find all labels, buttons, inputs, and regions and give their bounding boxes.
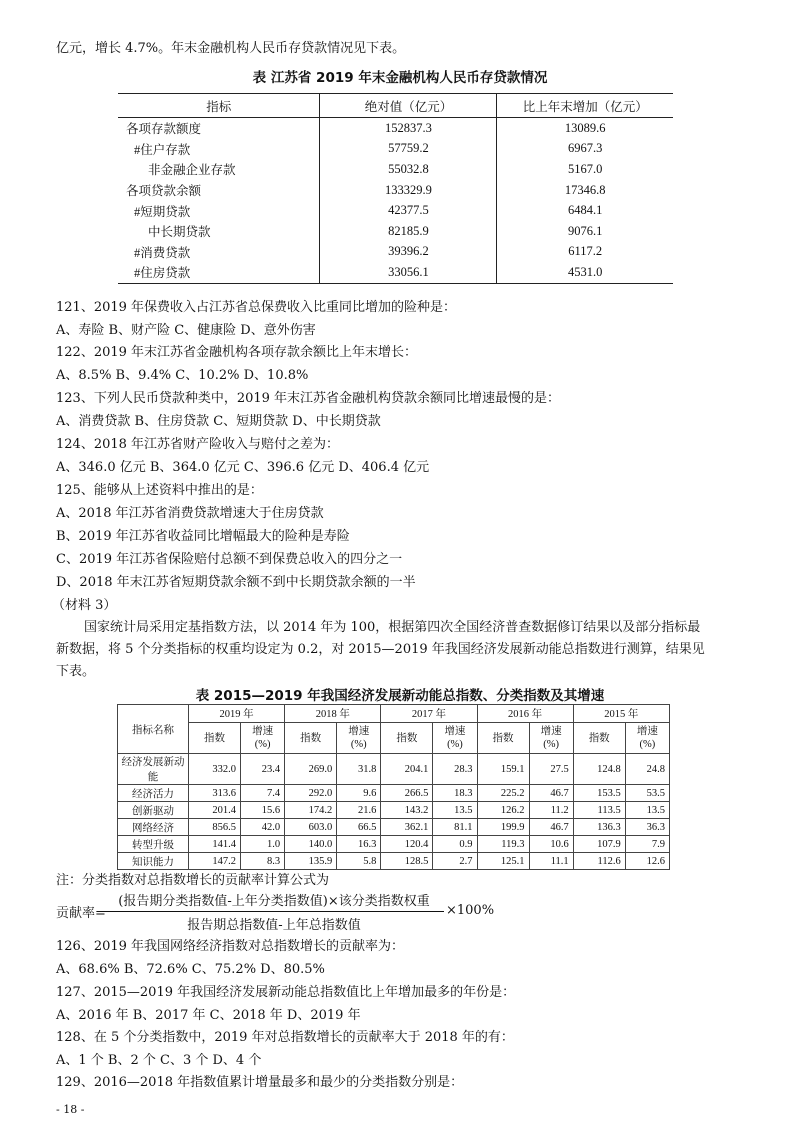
table1-header-indicator: 指标 — [118, 94, 320, 118]
cell-growth: 13.5 — [625, 802, 669, 819]
new-momentum-index-table — [117, 704, 670, 870]
cell-index: 112.6 — [573, 853, 625, 870]
cell-index: 292.0 — [285, 785, 337, 802]
paragraph-line-1: 国家统计局采用定基指数方法，以 2014 年为 100，根据第四次全国经济普查数据修订结果以及部分指标最 — [84, 620, 701, 635]
cell-index: 125.1 — [477, 853, 529, 870]
row-name: 经济发展新动能 — [118, 754, 189, 785]
row-name: 各项存款额度 — [126, 122, 202, 137]
cell-index: 107.9 — [573, 836, 625, 853]
table2-header-name: 指标名称 — [118, 705, 189, 754]
row-name: 知识能力 — [118, 853, 189, 870]
table1-header-row — [118, 94, 673, 118]
question-121-options: A、寿险 B、财产险 C、健康险 D、意外伤害 — [56, 323, 316, 338]
question-125-option-d: D、2018 年末江苏省短期贷款余额不到中长期贷款余额的一半 — [56, 575, 416, 590]
table1-header-increase: 比上年末增加（亿元） — [497, 94, 673, 118]
cell-index: 362.1 — [381, 819, 433, 836]
page-number: - 18 - — [56, 1103, 85, 1116]
cell-growth: 7.9 — [625, 836, 669, 853]
table-row — [118, 836, 670, 853]
table-row — [118, 754, 670, 785]
question-126-options: A、68.6% B、72.6% C、75.2% D、80.5% — [56, 962, 325, 977]
row-increase: 13089.6 — [497, 118, 673, 139]
cell-index: 119.3 — [477, 836, 529, 853]
cell-index: 128.5 — [381, 853, 433, 870]
table2-year-row — [118, 705, 670, 723]
cell-growth: 31.8 — [337, 754, 381, 785]
cell-growth: 5.8 — [337, 853, 381, 870]
table-row — [118, 262, 673, 283]
formula-fraction — [104, 890, 444, 933]
question-122-options: A、8.5% B、9.4% C、10.2% D、10.8% — [56, 368, 309, 383]
cell-growth: 12.6 — [625, 853, 669, 870]
cell-growth: 10.6 — [529, 836, 573, 853]
question-123-options: A、消费贷款 B、住房贷款 C、短期贷款 D、中长期贷款 — [56, 414, 381, 429]
cell-growth: 11.2 — [529, 802, 573, 819]
cell-index: 136.3 — [573, 819, 625, 836]
table-row — [118, 139, 673, 160]
row-absolute: 133329.9 — [320, 180, 497, 201]
deposit-loan-table — [118, 93, 673, 284]
cell-index: 120.4 — [381, 836, 433, 853]
formula-denominator: 报告期总指数值-上年总指数值 — [187, 918, 361, 933]
question-124: 124、2018 年江苏省财产险收入与赔付之差为： — [56, 437, 340, 452]
subheader-growth: 增速 (%) — [241, 723, 285, 754]
row-name: 转型升级 — [118, 836, 189, 853]
cell-growth: 13.5 — [433, 802, 477, 819]
row-increase: 9076.1 — [497, 221, 673, 242]
formula-numerator: (报告期分类指数值-上年分类指数值)×该分类指数权重 — [104, 890, 444, 912]
cell-index: 199.9 — [477, 819, 529, 836]
subheader-index: 指数 — [189, 723, 241, 754]
row-name: #消费贷款 — [134, 245, 191, 260]
cell-index: 135.9 — [285, 853, 337, 870]
table-row — [118, 200, 673, 221]
row-absolute: 42377.5 — [320, 200, 497, 221]
question-126: 126、2019 年我国网络经济指数对总指数增长的贡献率为： — [56, 939, 405, 954]
question-122: 122、2019 年末江苏省金融机构各项存款余额比上年末增长： — [56, 345, 418, 360]
table-row — [118, 180, 673, 201]
cell-index: 153.5 — [573, 785, 625, 802]
formula-percent: ×100% — [446, 903, 495, 918]
row-increase: 6117.2 — [497, 242, 673, 263]
question-125-option-a: A、2018 年江苏省消费贷款增速大于住房贷款 — [56, 506, 324, 521]
material-3-label: （材料 3） — [52, 598, 117, 613]
row-absolute: 39396.2 — [320, 242, 497, 263]
table2-year-2015: 2015 年 — [573, 705, 669, 723]
row-absolute: 57759.2 — [320, 139, 497, 160]
row-name: 非金融企业存款 — [148, 163, 236, 178]
cell-growth: 9.6 — [337, 785, 381, 802]
question-127: 127、2015—2019 年我国经济发展新动能总指数值比上年增加最多的年份是： — [56, 985, 516, 1000]
row-absolute: 152837.3 — [320, 118, 497, 139]
cell-index: 269.0 — [285, 754, 337, 785]
note-intro: 注：分类指数对总指数增长的贡献率计算公式为 — [56, 873, 330, 888]
cell-growth: 46.7 — [529, 785, 573, 802]
question-129: 129、2016—2018 年指数值累计增量最多和最少的分类指数分别是： — [56, 1075, 464, 1090]
row-name: 创新驱动 — [118, 802, 189, 819]
subheader-growth: 增速 (%) — [529, 723, 573, 754]
row-increase: 6484.1 — [497, 200, 673, 221]
table2-year-2018: 2018 年 — [285, 705, 381, 723]
cell-growth: 7.4 — [241, 785, 285, 802]
table1-header-absolute: 绝对值（亿元） — [320, 94, 497, 118]
table-row — [118, 242, 673, 263]
cell-growth: 18.3 — [433, 785, 477, 802]
table2-subheader-row — [118, 723, 670, 754]
row-absolute: 55032.8 — [320, 159, 497, 180]
cell-index: 603.0 — [285, 819, 337, 836]
row-name: 各项贷款余额 — [126, 184, 202, 199]
cell-growth: 2.7 — [433, 853, 477, 870]
cell-growth: 11.1 — [529, 853, 573, 870]
cell-growth: 46.7 — [529, 819, 573, 836]
question-124-options: A、346.0 亿元 B、364.0 亿元 C、396.6 亿元 D、406.4 亿元 — [56, 460, 430, 475]
row-name: 经济活力 — [118, 785, 189, 802]
cell-index: 225.2 — [477, 785, 529, 802]
row-name: 网络经济 — [118, 819, 189, 836]
cell-growth: 81.1 — [433, 819, 477, 836]
question-127-options: A、2016 年 B、2017 年 C、2018 年 D、2019 年 — [56, 1008, 361, 1023]
row-name: #短期贷款 — [134, 204, 191, 219]
cell-index: 332.0 — [189, 754, 241, 785]
cell-index: 266.5 — [381, 785, 433, 802]
cell-growth: 16.3 — [337, 836, 381, 853]
table-row — [118, 819, 670, 836]
cell-index: 143.2 — [381, 802, 433, 819]
row-absolute: 33056.1 — [320, 262, 497, 283]
table-row — [118, 853, 670, 870]
cell-growth: 28.3 — [433, 754, 477, 785]
row-increase: 17346.8 — [497, 180, 673, 201]
table-row — [118, 785, 670, 802]
cell-growth: 15.6 — [241, 802, 285, 819]
table2-title: 表 2015—2019 年我国经济发展新动能总指数、分类指数及其增速 — [195, 688, 605, 704]
subheader-index: 指数 — [285, 723, 337, 754]
question-121: 121、2019 年保费收入占江苏省总保费收入比重同比增加的险种是： — [56, 300, 457, 315]
cell-growth: 53.5 — [625, 785, 669, 802]
question-125-option-b: B、2019 年江苏省收益同比增幅最大的险种是寿险 — [56, 529, 350, 544]
table-row — [118, 221, 673, 242]
cell-index: 201.4 — [189, 802, 241, 819]
row-absolute: 82185.9 — [320, 221, 497, 242]
cell-growth: 0.9 — [433, 836, 477, 853]
question-125-option-c: C、2019 年江苏省保险赔付总额不到保费总收入的四分之一 — [56, 552, 403, 567]
table-row — [118, 118, 673, 139]
table1-title: 表 江苏省 2019 年末金融机构人民币存贷款情况 — [252, 70, 548, 86]
paragraph-line-2: 新数据，将 5 个分类指标的权重均设定为 0.2，对 2015—2019 年我国经济发展新动能总指数进行测算，结果见 — [56, 642, 705, 657]
subheader-growth: 增速 (%) — [337, 723, 381, 754]
cell-growth: 27.5 — [529, 754, 573, 785]
table2-year-2019: 2019 年 — [189, 705, 285, 723]
cell-growth: 21.6 — [337, 802, 381, 819]
cell-growth: 66.5 — [337, 819, 381, 836]
paragraph-line-3: 下表。 — [56, 664, 96, 679]
row-increase: 6967.3 — [497, 139, 673, 160]
cell-growth: 1.0 — [241, 836, 285, 853]
cell-index: 174.2 — [285, 802, 337, 819]
question-128-options: A、1 个 B、2 个 C、3 个 D、4 个 — [56, 1053, 262, 1068]
subheader-growth: 增速 (%) — [433, 723, 477, 754]
table2-year-2017: 2017 年 — [381, 705, 477, 723]
cell-growth: 23.4 — [241, 754, 285, 785]
cell-growth: 36.3 — [625, 819, 669, 836]
cell-index: 204.1 — [381, 754, 433, 785]
table2-year-2016: 2016 年 — [477, 705, 573, 723]
table-row — [118, 159, 673, 180]
question-123: 123、下列人民币贷款种类中，2019 年末江苏省金融机构贷款余额同比增速最慢的是： — [56, 391, 561, 406]
cell-growth: 24.8 — [625, 754, 669, 785]
row-name: #住户存款 — [134, 142, 191, 157]
cell-index: 313.6 — [189, 785, 241, 802]
cell-index: 113.5 — [573, 802, 625, 819]
cell-index: 140.0 — [285, 836, 337, 853]
row-increase: 4531.0 — [497, 262, 673, 283]
table-row — [118, 802, 670, 819]
question-125: 125、能够从上述资料中推出的是： — [56, 483, 263, 498]
row-increase: 5167.0 — [497, 159, 673, 180]
row-name: 中长期贷款 — [148, 225, 211, 240]
cell-growth: 8.3 — [241, 853, 285, 870]
subheader-index: 指数 — [381, 723, 433, 754]
cell-growth: 42.0 — [241, 819, 285, 836]
subheader-index: 指数 — [573, 723, 625, 754]
cell-index: 126.2 — [477, 802, 529, 819]
row-name: #住房贷款 — [118, 262, 320, 283]
formula-lhs: 贡献率= — [56, 906, 106, 921]
intro-line: 亿元，增长 4.7%。年末金融机构人民币存贷款情况见下表。 — [56, 41, 406, 56]
cell-index: 141.4 — [189, 836, 241, 853]
cell-index: 124.8 — [573, 754, 625, 785]
cell-index: 159.1 — [477, 754, 529, 785]
subheader-index: 指数 — [477, 723, 529, 754]
cell-index: 856.5 — [189, 819, 241, 836]
question-128: 128、在 5 个分类指数中，2019 年对总指数增长的贡献率大于 2018 年的有： — [56, 1030, 514, 1045]
subheader-growth: 增速 (%) — [625, 723, 669, 754]
cell-index: 147.2 — [189, 853, 241, 870]
